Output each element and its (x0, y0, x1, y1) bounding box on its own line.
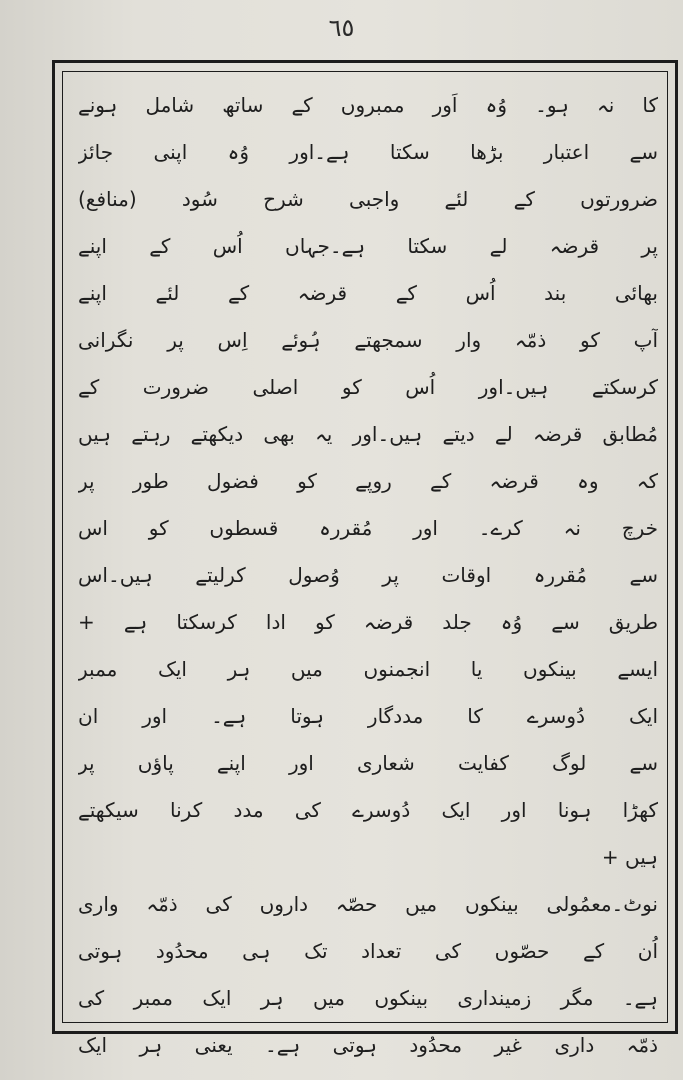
text-line-21: ذمّہ داری غیر محدُود ہوتی ہے۔ یعنی ہر ایک (78, 1033, 658, 1057)
text-line-6: آپ کو ذمّہ وار سمجھتے ہُوئے اِس پر نگرانی (78, 328, 658, 352)
text-line-20: ہے۔ مگر زمینداری بینکوں میں ہر ایک ممبر کی (78, 986, 658, 1010)
text-line-16: کھڑا ہونا اور ایک دُوسرے کی مدد کرنا سیکھتے (78, 798, 658, 822)
text-line-18: نوٹ۔معمُولی بینکوں میں حصّہ داروں کی ذمّہ واری (78, 892, 658, 916)
text-line-14: ایک دُوسرے کا مددگار ہوتا ہے۔ اور ان (78, 704, 658, 728)
text-line-5: بھائی بند اُس کے قرضہ کے لئے اپنے (78, 281, 658, 305)
text-line-12: طریق سے وُہ جلد قرضہ کو ادا کرسکتا ہے + (78, 610, 658, 634)
text-line-2: سے اعتبار بڑھا سکتا ہے۔اور وُہ اپنی جائز (78, 140, 658, 164)
text-line-17: ہیں + (601, 845, 658, 869)
text-line-8: مُطابق قرضہ لے دیتے ہیں۔اور یہ بھی دیکھتے رہتے ہیں (78, 422, 658, 446)
text-line-10: خرچ نہ کرے۔ اور مُقررہ قسطوں کو اس (78, 516, 658, 540)
text-line-13: ایسے بینکوں یا انجمنوں میں ہر ایک ممبر (78, 657, 658, 681)
urdu-text-body (78, 82, 658, 1069)
text-line-1: کا نہ ہو۔ وُہ اَور ممبروں کے ساتھ شامل ہونے (78, 93, 658, 117)
text-line-3: ضرورتوں کے لئے واجبی شرح سُود (منافع) (78, 187, 658, 211)
text-line-15: سے لوگ کفایت شعاری اور اپنے پاؤں پر (78, 751, 658, 775)
text-line-9: کہ وہ قرضہ کے روپے کو فضول طور پر (78, 469, 658, 493)
text-line-11: سے مُقررہ اوقات پر وُصول کرلیتے ہیں۔اس (78, 563, 658, 587)
text-line-4: پر قرضہ لے سکتا ہے۔جہاں اُس کے اپنے (78, 234, 658, 258)
text-line-7: کرسکتے ہیں۔اور اُس کو اصلی ضرورت کے (78, 375, 658, 399)
text-line-19: اُن کے حصّوں کی تعداد تک ہی محدُود ہوتی (78, 939, 658, 963)
page-number: ٦٥ (328, 14, 355, 42)
